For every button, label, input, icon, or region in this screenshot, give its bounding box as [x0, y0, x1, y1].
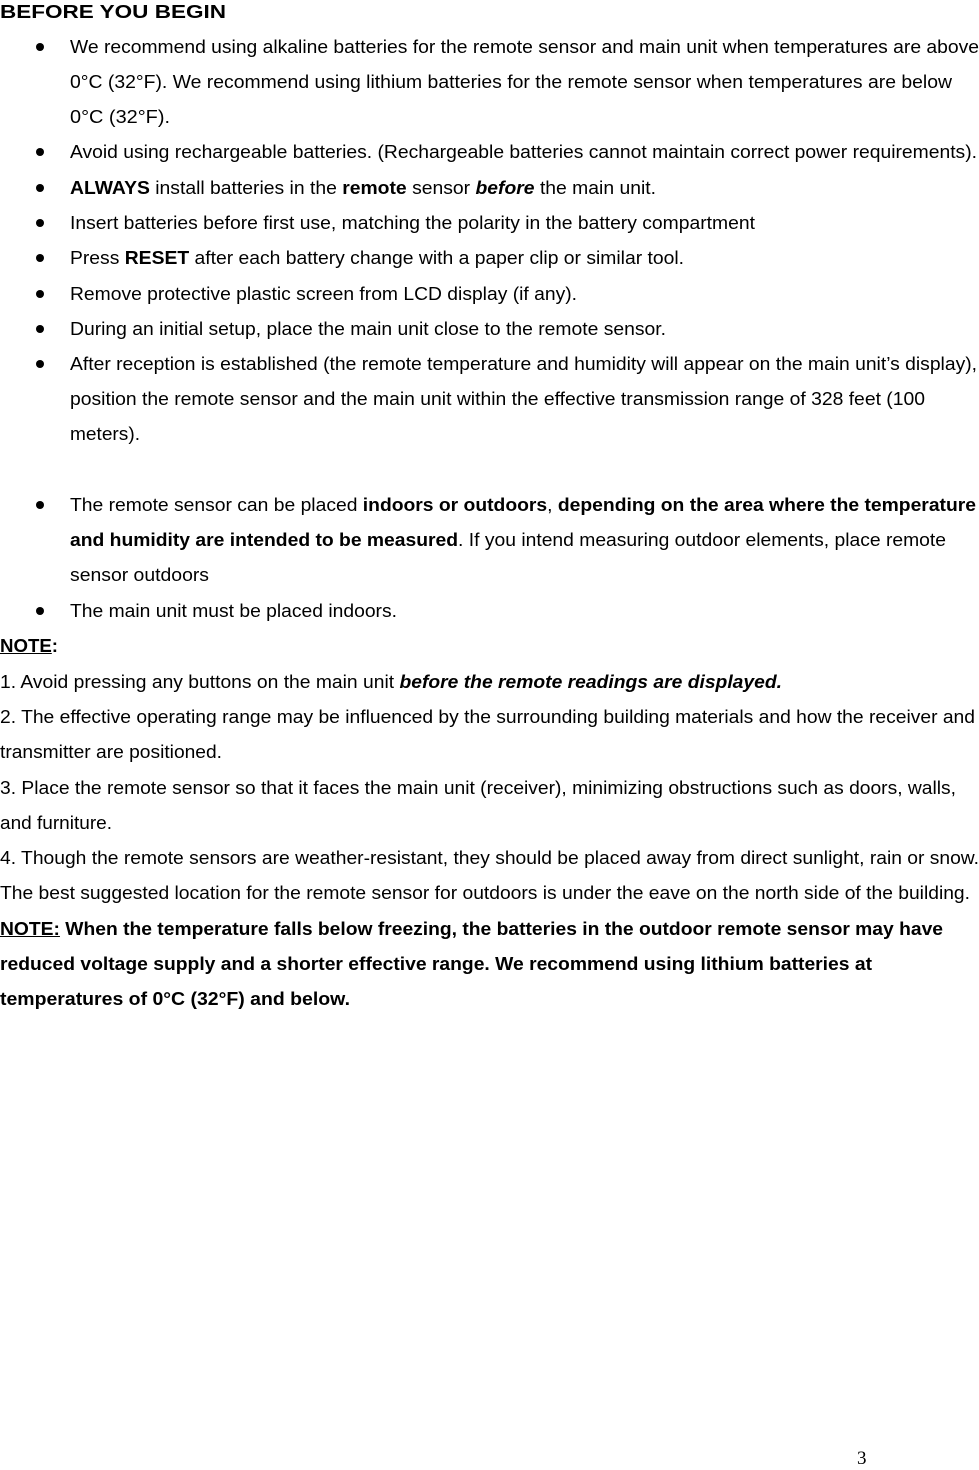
- note-item: 3. Place the remote sensor so that it faces the main unit (receiver), minimizing obstructions such as doors, walls,: [0, 777, 956, 798]
- bullet-icon: [36, 290, 44, 298]
- note-item: 2. The effective operating range may be influenced by the surrounding building materials and how the receiver and: [0, 706, 976, 727]
- bullet-icon: [36, 325, 44, 333]
- page-number: 3: [857, 1448, 867, 1469]
- warning-note-continuation: temperatures of 0°C (32°F) and below.: [0, 988, 350, 1009]
- section-heading: BEFORE YOU BEGIN: [0, 1, 226, 22]
- bullet-icon: [36, 607, 44, 615]
- bullet-icon: [36, 360, 44, 368]
- note-label: NOTE:: [0, 635, 58, 656]
- bullet-icon: [36, 219, 44, 227]
- bullet-icon: [36, 184, 44, 192]
- note-item-continuation: and furniture.: [0, 812, 113, 833]
- bullet-icon: [36, 254, 44, 262]
- bullet-icon: [36, 501, 44, 509]
- note-item-continuation: The best suggested location for the remote sensor for outdoors is under the eave on the north side of the building.: [0, 882, 970, 903]
- note-item: 1. Avoid pressing any buttons on the main unit before the remote readings are displayed.: [0, 671, 782, 692]
- note-item-continuation: transmitter are positioned.: [0, 741, 222, 762]
- warning-note: NOTE: When the temperature falls below freezing, the batteries in the outdoor remote sensor may have: [0, 918, 943, 939]
- note-item: 4. Though the remote sensors are weather-resistant, they should be placed away from direct sunlight, rain or snow.: [0, 847, 979, 868]
- bullet-icon: [36, 148, 44, 156]
- warning-note-continuation: reduced voltage supply and a shorter effective range. We recommend using lithium batteries at: [0, 953, 872, 974]
- bullet-icon: [36, 43, 44, 51]
